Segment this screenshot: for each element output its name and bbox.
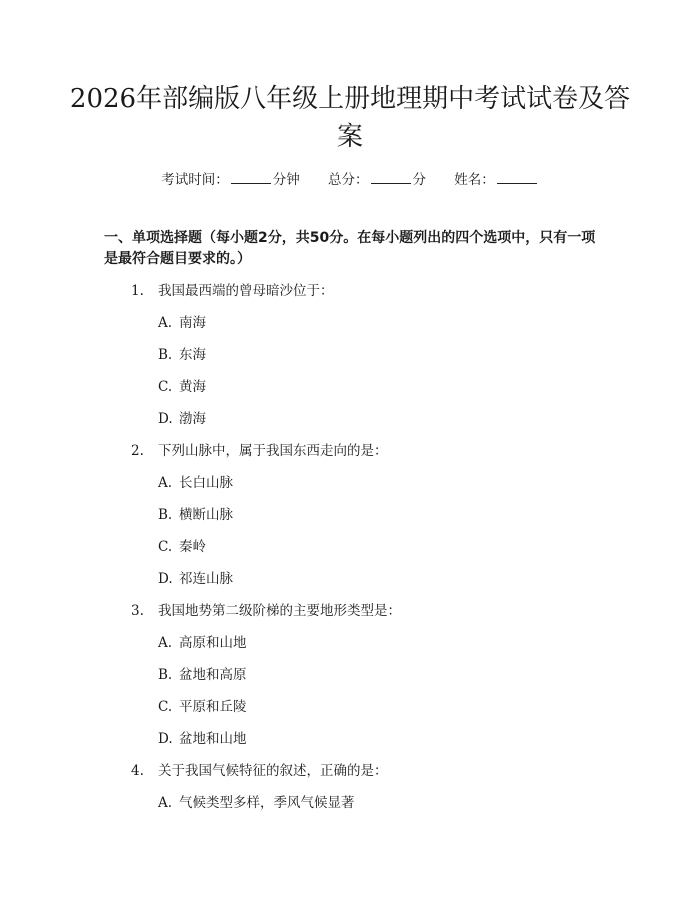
question-number: 4. [131, 763, 144, 779]
option-3-b [158, 663, 247, 687]
option-text: 祁连山脉 [179, 571, 233, 587]
question-number: 3. [131, 603, 144, 619]
student-name-label: 姓名： [454, 172, 495, 188]
option-1-b [158, 343, 206, 367]
option-text: 东海 [179, 347, 206, 363]
exam-time-label: 考试时间： [161, 172, 229, 188]
option-letter: A. [158, 795, 173, 811]
exam-time-field [161, 168, 300, 188]
exam-time-blank [231, 171, 271, 184]
option-3-d [158, 727, 247, 751]
option-1-d [158, 407, 206, 431]
total-score-field [328, 168, 426, 188]
option-text: 盆地和山地 [179, 731, 247, 747]
option-text: 平原和丘陵 [179, 699, 247, 715]
option-text: 长白山脉 [179, 475, 233, 491]
question-text: 我国地势第二级阶梯的主要地形类型是： [158, 603, 401, 619]
question-2 [131, 439, 388, 463]
option-letter: D. [158, 571, 173, 587]
option-text: 横断山脉 [179, 507, 233, 523]
page-title: 2026年部编版八年级上册地理期中考试试卷及答案 [69, 84, 631, 152]
option-4-a [158, 791, 355, 815]
exam-meta [0, 168, 700, 188]
total-score-label: 总分： [328, 172, 369, 188]
option-letter: B. [158, 507, 173, 523]
option-letter: B. [158, 347, 173, 363]
option-2-c [158, 535, 206, 559]
question-3 [131, 599, 401, 623]
total-score-unit: 分 [412, 172, 426, 188]
option-text: 秦岭 [179, 539, 206, 555]
option-letter: D. [158, 731, 173, 747]
option-1-a [158, 311, 206, 335]
option-letter: B. [158, 667, 173, 683]
question-4 [131, 759, 388, 783]
option-text: 黄海 [179, 379, 206, 395]
option-letter: C. [158, 379, 173, 395]
option-text: 气候类型多样，季风气候显著 [179, 795, 355, 811]
student-name-blank [497, 171, 537, 184]
question-text: 关于我国气候特征的叙述，正确的是： [158, 763, 388, 779]
section-heading: 一、单项选择题（每小题2分，共50分。在每小题列出的四个选项中，只有一项是最符合题目要求的。） [104, 230, 596, 267]
option-letter: D. [158, 411, 173, 427]
option-text: 盆地和高原 [179, 667, 247, 683]
option-text: 渤海 [179, 411, 206, 427]
option-2-a [158, 471, 233, 495]
question-text: 我国最西端的曾母暗沙位于： [158, 283, 334, 299]
option-2-d [158, 567, 233, 591]
question-number: 1. [131, 283, 144, 299]
option-text: 高原和山地 [179, 635, 247, 651]
student-name-field [454, 168, 539, 188]
question-number: 2. [131, 443, 144, 459]
option-1-c [158, 375, 206, 399]
option-3-a [158, 631, 247, 655]
question-text: 下列山脉中，属于我国东西走向的是： [158, 443, 388, 459]
option-letter: C. [158, 539, 173, 555]
option-letter: C. [158, 699, 173, 715]
question-1 [131, 279, 334, 303]
option-3-c [158, 695, 247, 719]
option-letter: A. [158, 475, 173, 491]
option-text: 南海 [179, 315, 206, 331]
exam-time-unit: 分钟 [272, 172, 300, 188]
total-score-blank [371, 171, 411, 184]
option-2-b [158, 503, 233, 527]
option-letter: A. [158, 315, 173, 331]
option-letter: A. [158, 635, 173, 651]
